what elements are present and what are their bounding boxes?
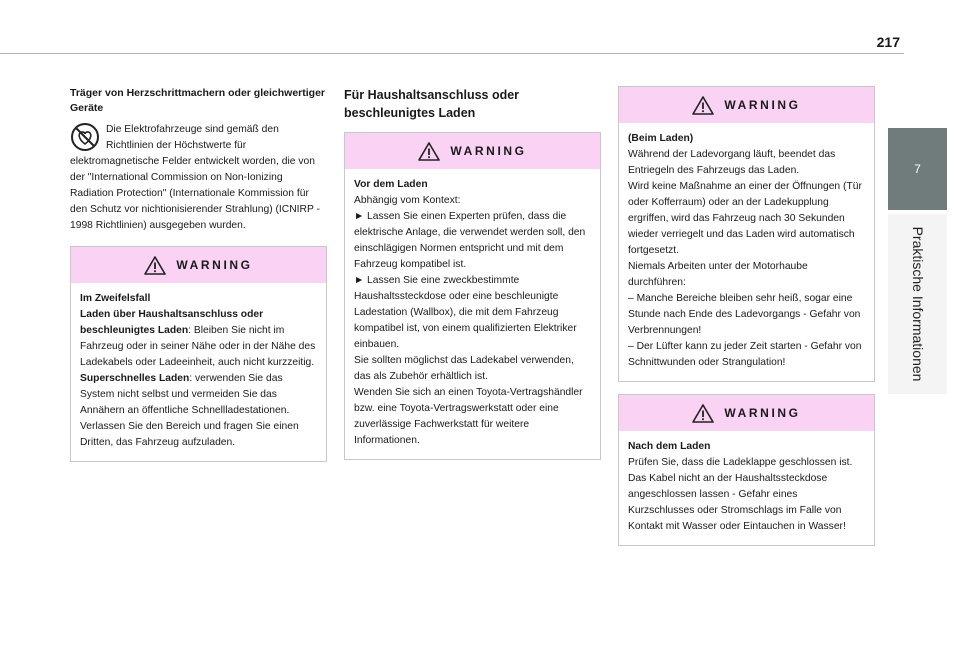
warning-title: (Beim Laden) [628, 133, 694, 144]
warning-body [619, 431, 874, 545]
warning-header [619, 395, 874, 431]
warning-box-after-charging [618, 394, 875, 546]
warning-box-during-charging [618, 86, 875, 382]
warning-term: Laden über Haushaltsanschluss oder beschleunigtes Laden [80, 309, 264, 336]
pacemaker-text: Die Elektrofahrzeuge sind gemäß den Richtlinien der Höchstwerte für elektromagnetische Felder entwickelt worden, die von der "International Commission on Non-Ionizing Radiation Protection" (Internationale Kommission für den Schutz vor nichtionisierender Strahlung) (ICNIRP - 1998 Richtlinien) ausgegeben wurden. [70, 124, 320, 231]
warning-paragraph: Das Kabel nicht an der Haushaltssteckdose angeschlossen lassen - Gefahr eines Kurzschlusses oder Stromschlags im Falle von Kontakt mit Wasser oder Eintauchen in Wasser! [628, 473, 846, 532]
warning-header [345, 133, 600, 169]
warning-body [345, 169, 600, 459]
warning-paragraph [80, 371, 317, 451]
warning-paragraph: – Der Lüfter kann zu jeder Zeit starten - Gefahr von Schnittwunden oder Strangulation! [628, 341, 862, 368]
warning-paragraph: Während der Ladevorgang läuft, beendet das Entriegeln des Fahrzeugs das Laden. [628, 149, 836, 176]
warning-paragraph: Sie sollten möglichst das Ladekabel verwenden, das als Zubehör erhältlich ist. [354, 355, 574, 382]
warning-label: WARNING [176, 258, 253, 272]
warning-paragraph [80, 307, 317, 371]
warning-term-text: : Bleiben Sie nicht im Fahrzeug oder in seiner Nähe oder in der Nähe des Ladekabels oder Ladeeinheit, auch nicht kurzzeitig. [80, 325, 316, 368]
home-charging-heading: Für Haushaltsanschluss oder beschleunigtes Laden [344, 88, 520, 120]
warning-triangle-icon [418, 142, 440, 161]
warning-title: Im Zweifelsfall [80, 293, 151, 304]
warning-paragraph: ► Lassen Sie einen Experten prüfen, dass die elektrische Anlage, die verwendet werden soll, den einschlägigen Normen entspricht und mit dem Fahrzeug kompatibel ist. [354, 211, 586, 270]
column-3 [618, 86, 875, 546]
warning-label: WARNING [724, 406, 801, 420]
warning-triangle-icon [144, 256, 166, 275]
page-number: 217 [876, 34, 900, 50]
warning-paragraph: ► Lassen Sie eine zweckbestimmte Haushaltssteckdose oder eine beschleunigte Ladestation (Wallbox), die mit dem Fahrzeug kompatibel ist, von einem qualifizierten Elektriker einbauen. [354, 275, 577, 350]
warning-paragraph: Wird keine Maßnahme an einer der Öffnungen (Tür oder Kofferraum) oder an der Ladekupplung ergriffen, wird das Fahrzeug nach 30 Sekunden wieder verriegelt und das Laden wird automatisch fortgesetzt. [628, 181, 862, 256]
pacemaker-prohibited-icon [70, 122, 100, 152]
chapter-title [888, 214, 947, 394]
warning-paragraph: – Manche Bereiche bleiben sehr heiß, sogar eine Stunde nach Ende des Ladevorgangs - Gefahr von Verbrennungen! [628, 293, 861, 336]
pacemaker-heading: Träger von Herzschrittmachern oder gleichwertiger Geräte [70, 87, 325, 114]
warning-label: WARNING [724, 98, 801, 112]
warning-triangle-icon [692, 404, 714, 423]
warning-term: Superschnelles Laden [80, 373, 190, 384]
warning-header [71, 247, 326, 283]
warning-triangle-icon [692, 96, 714, 115]
warning-paragraph: Wenden Sie sich an einen Toyota-Vertragshändler bzw. eine Toyota-Vertragswerkstatt oder eine zuverlässige Fachwerkstatt für weitere Informationen. [354, 387, 583, 446]
warning-title: Vor dem Laden [354, 179, 428, 190]
pacemaker-section [70, 122, 327, 234]
warning-paragraph: Prüfen Sie, dass die Ladeklappe geschlossen ist. [628, 457, 853, 468]
warning-paragraph: Abhängig vom Kontext: [354, 195, 461, 206]
column-2 [344, 86, 601, 460]
warning-title: Nach dem Laden [628, 441, 711, 452]
warning-box-before-charging [344, 132, 601, 460]
warning-paragraph: Niemals Arbeiten unter der Motorhaube durchführen: [628, 261, 808, 288]
warning-body [619, 123, 874, 381]
warning-box-doubt [70, 246, 327, 462]
column-1 [70, 86, 327, 462]
warning-term-text: : verwenden Sie das System nicht selbst und vermeiden Sie das Annähern an öffentliche Schnellladestationen. Verlassen Sie den Bereich und fragen Sie einen Dritten, das Fahrzeug aufzuladen. [80, 373, 299, 448]
chapter-tab[interactable]: 7 [888, 128, 947, 210]
chapter-title-text: Praktische Informationen [909, 226, 926, 382]
warning-label: WARNING [450, 144, 527, 158]
header-divider [0, 53, 904, 54]
warning-body [71, 283, 326, 461]
warning-header [619, 87, 874, 123]
